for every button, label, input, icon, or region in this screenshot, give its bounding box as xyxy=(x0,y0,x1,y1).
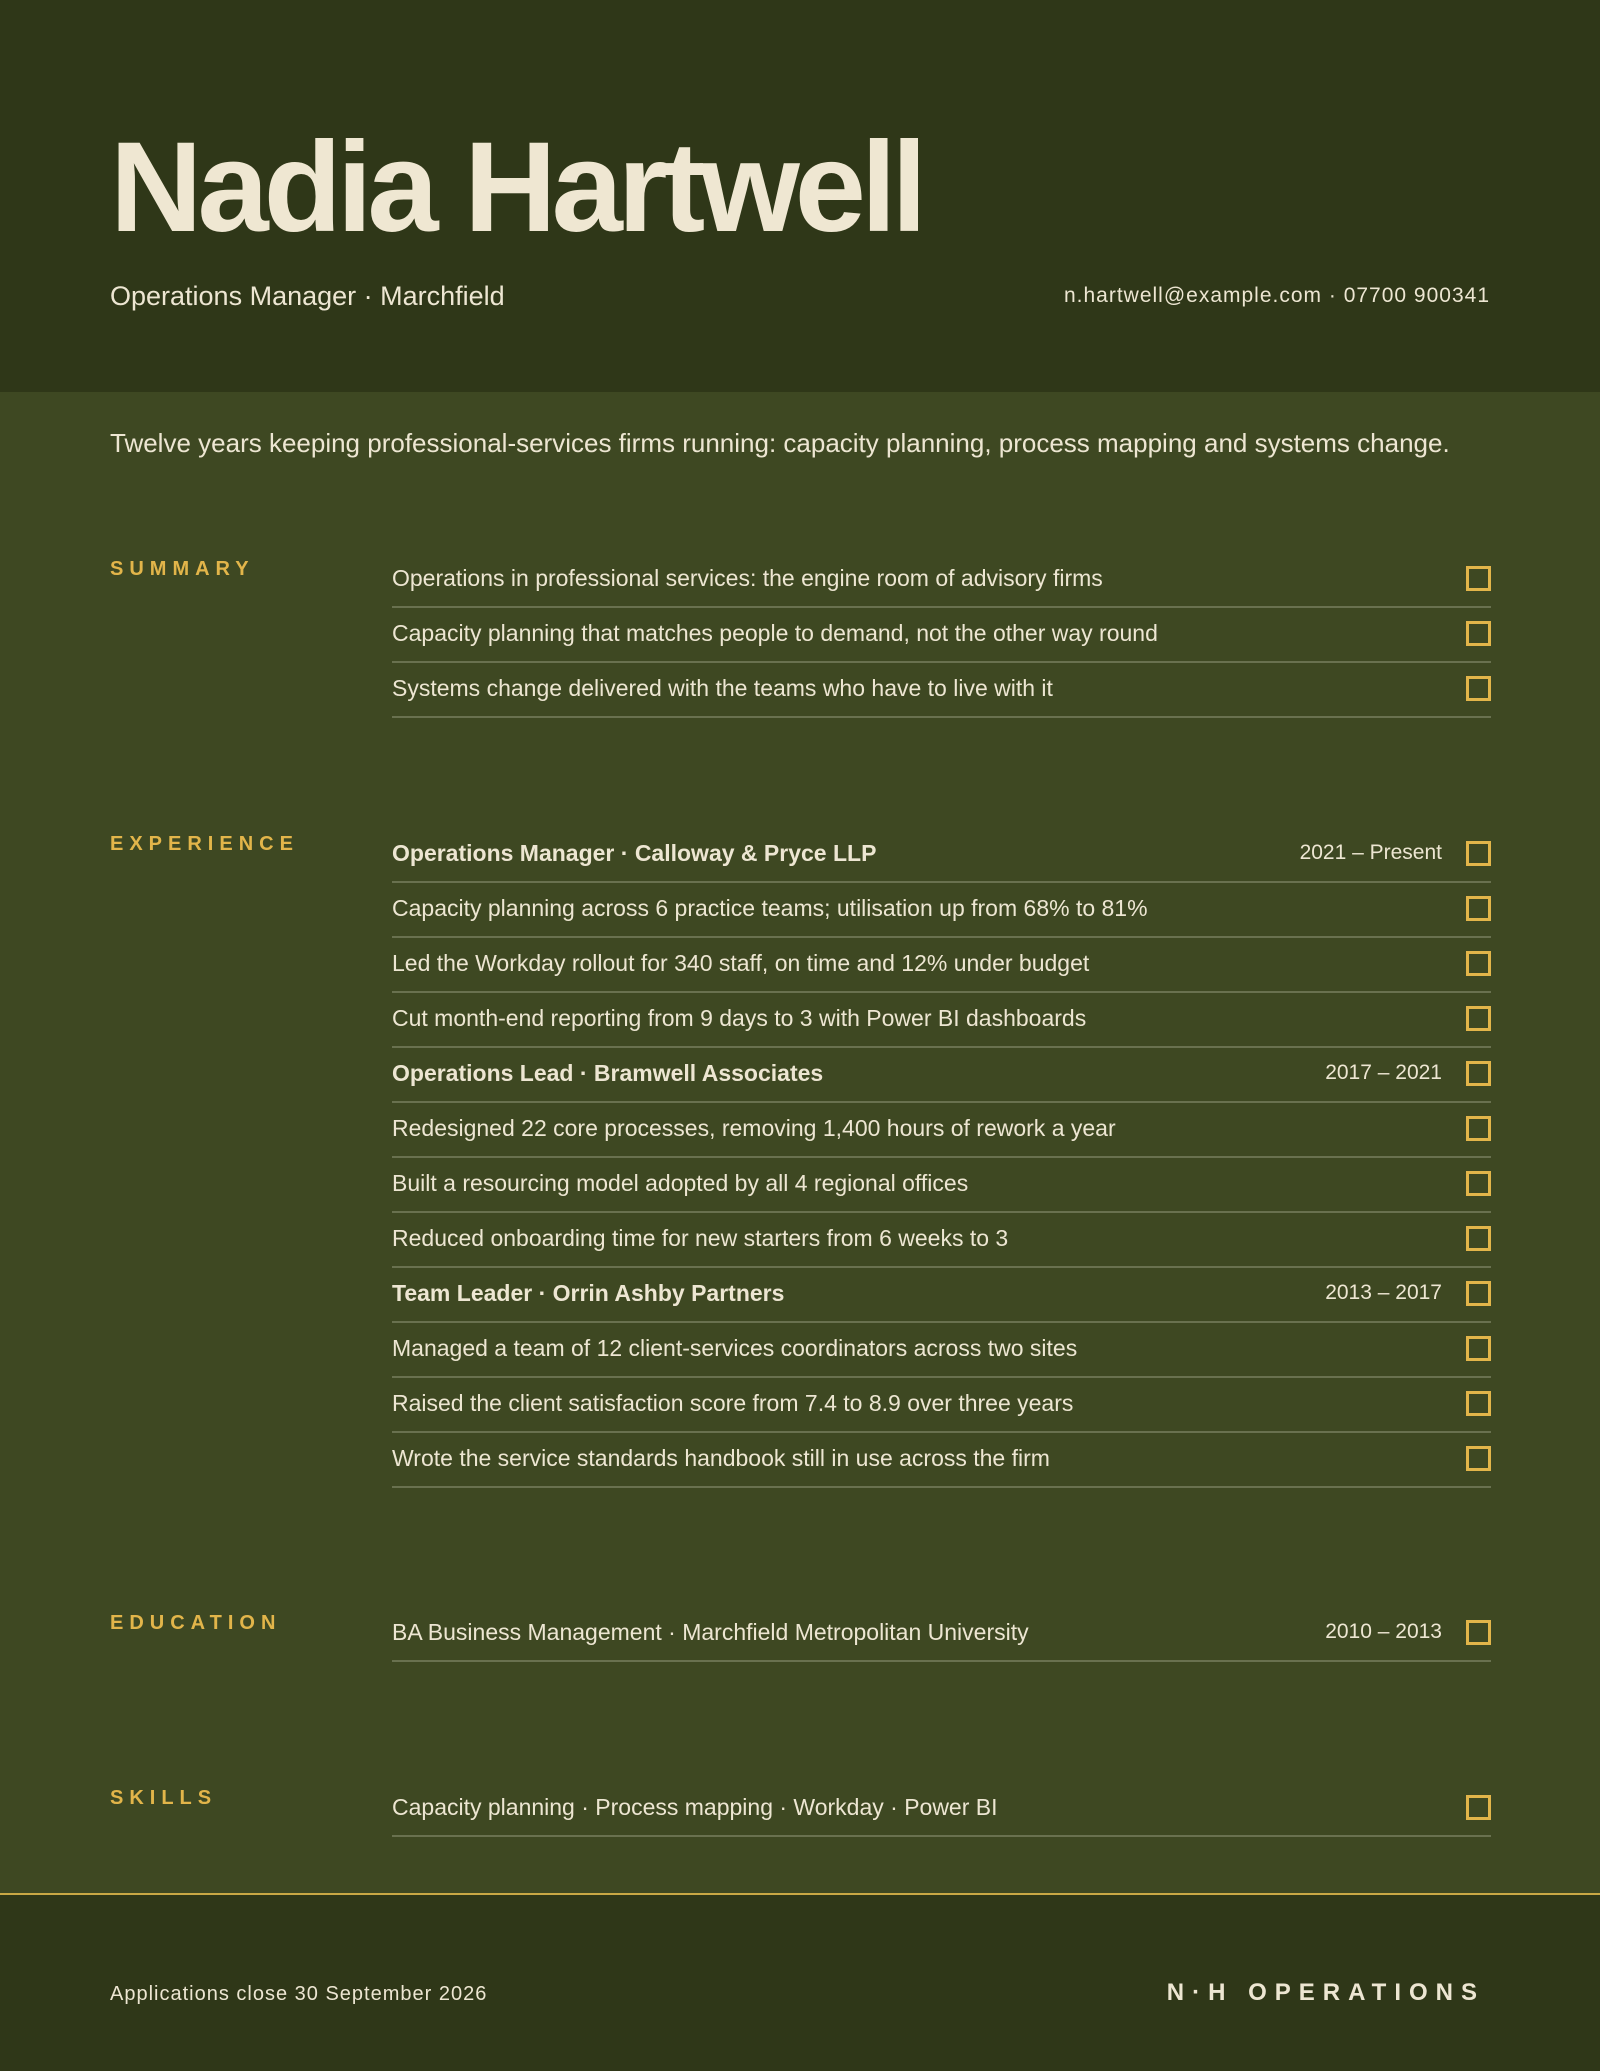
header xyxy=(0,0,1600,392)
experience-role-row xyxy=(392,1268,1491,1323)
experience-achievement-row xyxy=(392,883,1491,938)
contact-details: n.hartwell@example.com · 07700 900341 xyxy=(1063,284,1490,307)
achievement-text: Cut month-end reporting from 9 days to 3 with Power BI dashboards xyxy=(392,1005,1087,1031)
candidate-name: Nadia Hartwell xyxy=(110,116,923,259)
footer-brand: N·H OPERATIONS xyxy=(1166,1979,1485,2006)
job-title-location: Operations Manager · Marchfield xyxy=(110,281,505,311)
achievement-text: Built a resourcing model adopted by all 4 regional offices xyxy=(392,1170,969,1196)
summary-item xyxy=(392,608,1491,663)
education-degree: BA Business Management · Marchfield Metropolitan University xyxy=(392,1619,1029,1645)
role-dates: 2021 – Present xyxy=(1299,841,1442,864)
skills-list xyxy=(392,1782,1491,1837)
role-title: Team Leader · Orrin Ashby Partners xyxy=(392,1280,785,1306)
experience-achievement-row xyxy=(392,1158,1491,1213)
experience-checkbox[interactable] xyxy=(1466,951,1491,976)
skills-row xyxy=(392,1782,1491,1837)
experience-checkbox[interactable] xyxy=(1466,1336,1491,1361)
skills-heading: SKILLS xyxy=(110,1787,218,1809)
achievement-text: Wrote the service standards handbook still in use across the firm xyxy=(392,1445,1050,1471)
education-list xyxy=(392,1607,1491,1662)
experience-achievement-row xyxy=(392,938,1491,993)
summary-item-text: Capacity planning that matches people to demand, not the other way round xyxy=(392,620,1158,646)
experience-checkbox[interactable] xyxy=(1466,1391,1491,1416)
summary-item-text: Systems change delivered with the teams who have to live with it xyxy=(392,675,1053,701)
experience-achievement-row xyxy=(392,993,1491,1048)
achievement-text: Reduced onboarding time for new starters from 6 weeks to 3 xyxy=(392,1225,1009,1251)
experience-achievement-row xyxy=(392,1323,1491,1378)
experience-checkbox[interactable] xyxy=(1466,1006,1491,1031)
skills-checkbox[interactable] xyxy=(1466,1795,1491,1820)
education-row xyxy=(392,1607,1491,1662)
experience-role-row xyxy=(392,828,1491,883)
role-title: Operations Lead · Bramwell Associates xyxy=(392,1060,824,1086)
achievement-text: Redesigned 22 core processes, removing 1,400 hours of rework a year xyxy=(392,1115,1116,1141)
experience-checkbox[interactable] xyxy=(1466,1226,1491,1251)
summary-heading: SUMMARY xyxy=(110,558,255,580)
summary-item xyxy=(392,663,1491,718)
summary-checkbox[interactable] xyxy=(1466,676,1491,701)
skills-text: Capacity planning · Process mapping · Workday · Power BI xyxy=(392,1794,998,1820)
experience-checkbox[interactable] xyxy=(1466,1281,1491,1306)
achievement-text: Raised the client satisfaction score from 7.4 to 8.9 over three years xyxy=(392,1390,1074,1416)
education-dates: 2010 – 2013 xyxy=(1325,1620,1442,1643)
experience-checkbox[interactable] xyxy=(1466,1061,1491,1086)
role-dates: 2013 – 2017 xyxy=(1325,1281,1442,1304)
education-checkbox[interactable] xyxy=(1466,1620,1491,1645)
application-deadline: Applications close 30 September 2026 xyxy=(110,1983,488,2005)
experience-list xyxy=(392,828,1491,1488)
summary-checkbox[interactable] xyxy=(1466,566,1491,591)
experience-checkbox[interactable] xyxy=(1466,1446,1491,1471)
experience-checkbox[interactable] xyxy=(1466,1116,1491,1141)
summary-list xyxy=(392,553,1491,718)
role-title: Operations Manager · Calloway & Pryce LLP xyxy=(392,840,877,866)
summary-checkbox[interactable] xyxy=(1466,621,1491,646)
experience-achievement-row xyxy=(392,1433,1491,1488)
experience-achievement-row xyxy=(392,1378,1491,1433)
experience-role-row xyxy=(392,1048,1491,1103)
role-dates: 2017 – 2021 xyxy=(1325,1061,1442,1084)
summary-item xyxy=(392,553,1491,608)
achievement-text: Managed a team of 12 client-services coordinators across two sites xyxy=(392,1335,1078,1361)
experience-checkbox[interactable] xyxy=(1466,1171,1491,1196)
experience-checkbox[interactable] xyxy=(1466,896,1491,921)
achievement-text: Led the Workday rollout for 340 staff, on time and 12% under budget xyxy=(392,950,1090,976)
experience-achievement-row xyxy=(392,1213,1491,1268)
experience-achievement-row xyxy=(392,1103,1491,1158)
experience-heading: EXPERIENCE xyxy=(110,833,299,855)
summary-item-text: Operations in professional services: the engine room of advisory firms xyxy=(392,565,1103,591)
experience-checkbox[interactable] xyxy=(1466,841,1491,866)
footer xyxy=(0,1893,1600,2071)
achievement-text: Capacity planning across 6 practice teams; utilisation up from 68% to 81% xyxy=(392,895,1148,921)
education-heading: EDUCATION xyxy=(110,1612,282,1634)
intro-statement: Twelve years keeping professional-services firms running: capacity planning, process mapping and systems change. xyxy=(110,428,1450,458)
